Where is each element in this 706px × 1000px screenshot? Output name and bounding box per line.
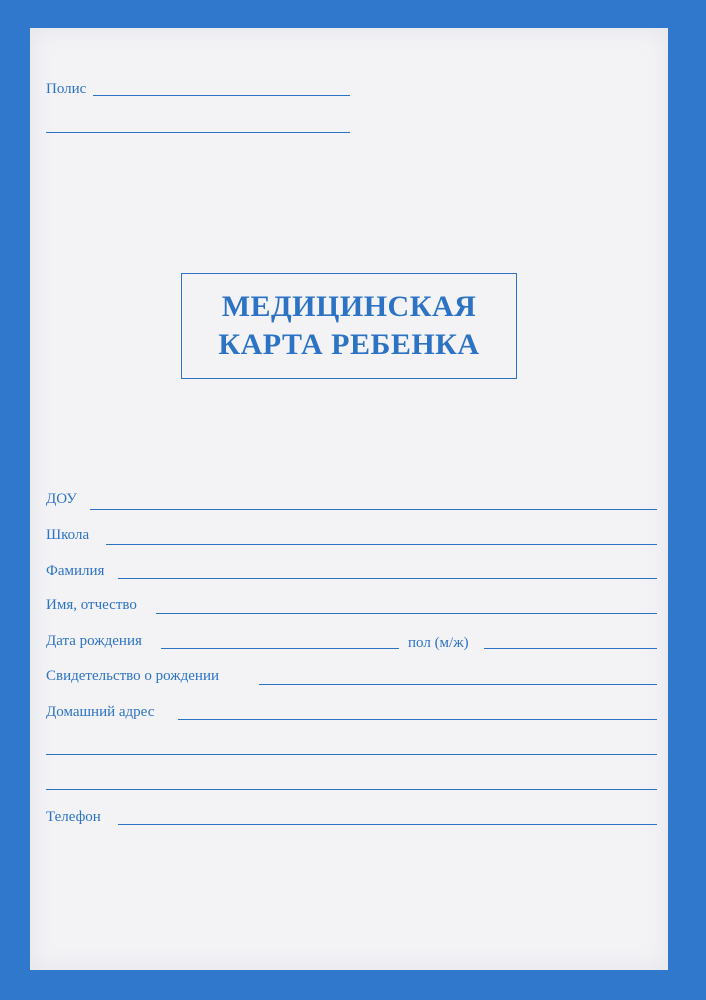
sex-field-line[interactable]	[484, 648, 657, 649]
home-address-field-line[interactable]	[178, 719, 657, 720]
document-page	[30, 28, 668, 970]
dou-field-line[interactable]	[90, 509, 657, 510]
birth-certificate-label: Свидетельство о рождении	[46, 668, 219, 684]
name-patronymic-label: Имя, отчество	[46, 597, 137, 613]
birth-date-field-line[interactable]	[161, 648, 399, 649]
polis-label: Полис	[46, 81, 87, 97]
birth-certificate-field-line[interactable]	[259, 684, 657, 685]
surname-field-line[interactable]	[118, 578, 657, 579]
sex-label: пол (м/ж)	[408, 635, 469, 651]
dou-label: ДОУ	[46, 491, 77, 507]
polis-field-line[interactable]	[93, 95, 350, 96]
birth-date-label: Дата рождения	[46, 633, 142, 649]
home-address-label: Домашний адрес	[46, 704, 155, 720]
home-address-line-2[interactable]	[46, 754, 657, 755]
name-patronymic-field-line[interactable]	[156, 613, 657, 614]
surname-label: Фамилия	[46, 563, 105, 579]
phone-label: Телефон	[46, 809, 101, 825]
school-label: Школа	[46, 527, 90, 543]
title-box	[181, 273, 517, 379]
title-line-1: МЕДИЦИНСКАЯ	[221, 290, 477, 323]
school-field-line[interactable]	[106, 544, 657, 545]
phone-field-line[interactable]	[118, 824, 657, 825]
home-address-line-3[interactable]	[46, 789, 657, 790]
title-line-2: КАРТА РЕБЕНКА	[218, 328, 480, 361]
polis-second-line[interactable]	[46, 132, 350, 133]
